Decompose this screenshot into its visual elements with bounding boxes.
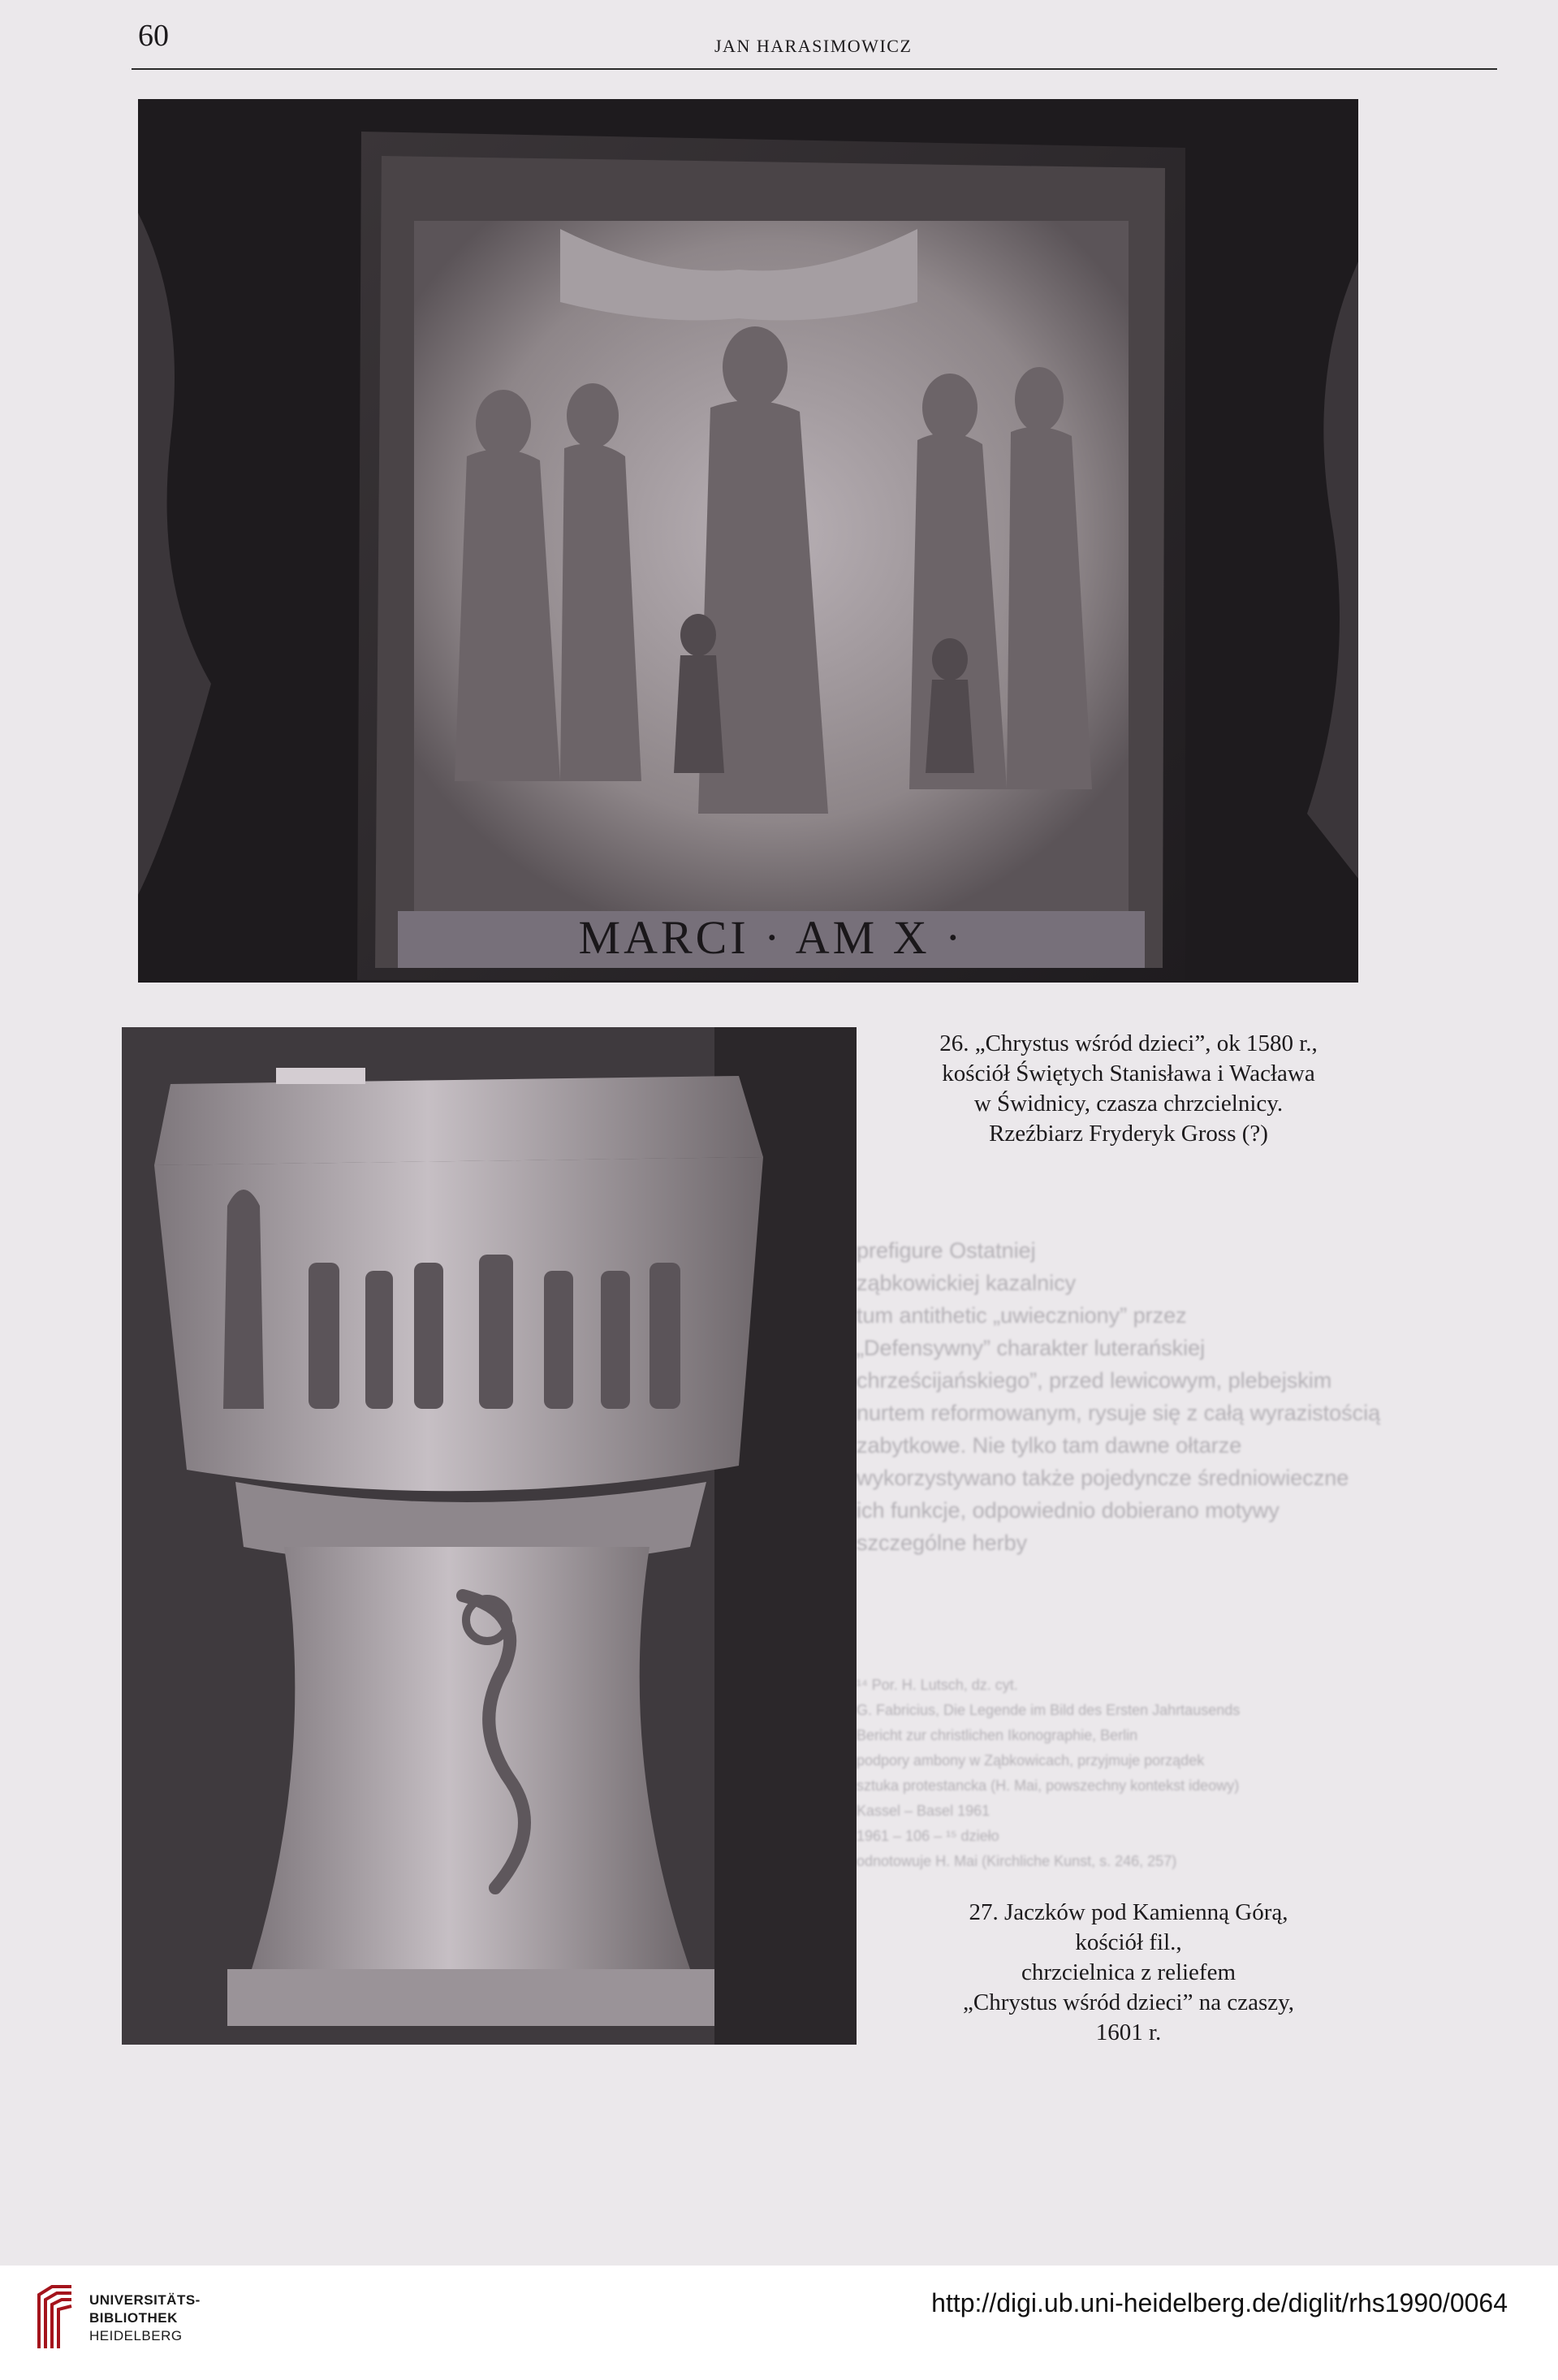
caption-line: Rzeźbiarz Fryderyk Gross (?) bbox=[989, 1121, 1268, 1147]
bleed-line: odnotowuje H. Mai (Kirchliche Kunst, s. 246, 257) bbox=[857, 1853, 1177, 1869]
bleed-line: prefigure Ostatniej bbox=[857, 1238, 1036, 1263]
baptismal-font-illustration bbox=[122, 1027, 857, 2045]
bleed-line: G. Fabricius, Die Legende im Bild des Ersten Jahrtausends bbox=[857, 1702, 1241, 1718]
bleed-line: nurtem reformowanym, rysuje się z całą wyrazistością bbox=[857, 1401, 1381, 1425]
caption-line: w Świdnicy, czasza chrzcielnicy. bbox=[973, 1091, 1284, 1117]
library-name-line: BIBLIOTHEK bbox=[89, 2310, 178, 2326]
bleed-line: szczególne herby bbox=[857, 1531, 1028, 1555]
caption-line: kościół fil., bbox=[1075, 1929, 1182, 1955]
library-name-line: UNIVERSITÄTS- bbox=[89, 2292, 201, 2308]
bleed-line: sztuka protestancka (H. Mai, powszechny kontekst ideowy) bbox=[857, 1777, 1240, 1794]
caption-line: 1601 r. bbox=[1095, 2019, 1162, 2045]
caption-line: kościół Świętych Stanisława i Wacława bbox=[942, 1060, 1315, 1086]
source-url-link[interactable]: http://digi.ub.uni-heidelberg.de/diglit/rhs1990/0064 bbox=[931, 2288, 1508, 2317]
bleed-line: „Defensywny” charakter luterańskiej bbox=[857, 1336, 1206, 1360]
bleed-line: Bericht zur christlichen Ikonographie, Berlin bbox=[857, 1727, 1138, 1743]
library-logo-icon bbox=[34, 2283, 76, 2353]
running-head: JAN HARASIMOWICZ bbox=[714, 36, 913, 56]
bleed-line: zabytkowe. Nie tylko tam dawne ołtarze bbox=[857, 1433, 1242, 1458]
caption-figure-26 bbox=[893, 1029, 1364, 1149]
library-name-line: HEIDELBERG bbox=[89, 2328, 183, 2343]
caption-line: chrzcielnica z reliefem bbox=[1021, 1959, 1236, 1985]
bleed-line: podpory ambony w Ząbkowicach, przyjmuje porządek bbox=[857, 1752, 1205, 1769]
caption-figure-27 bbox=[934, 1898, 1323, 2048]
bleed-line: ¹⁴ Por. H. Lutsch, dz. cyt. bbox=[857, 1677, 1018, 1693]
relief-inscription: MARCI · AM X · bbox=[578, 911, 965, 964]
relief-photo-illustration bbox=[138, 99, 1358, 983]
bleed-line: tum antithetic „uwieczniony” przez bbox=[857, 1303, 1187, 1328]
bleed-line: ząbkowickiej kazalnicy bbox=[857, 1271, 1077, 1295]
caption-line: „Chrystus wśród dzieci” na czaszy, bbox=[963, 1989, 1294, 2015]
caption-line: 27. Jaczków pod Kamienną Górą, bbox=[969, 1899, 1288, 1925]
bleed-line: chrześcijańskiego”, przed lewicowym, plebejskim bbox=[857, 1368, 1332, 1393]
bleed-through-text-upper bbox=[857, 1234, 1380, 1559]
bleed-line: wykorzystywano także pojedyncze średniowieczne bbox=[857, 1466, 1349, 1490]
bleed-through-text-lower bbox=[857, 1673, 1240, 1874]
bleed-line: Kassel – Basel 1961 bbox=[857, 1803, 990, 1819]
bleed-line: 1961 – 106 – ¹⁵ dzieło bbox=[857, 1828, 999, 1844]
plate-26-relief-photo bbox=[138, 99, 1358, 983]
plate-27-font-photo bbox=[122, 1027, 857, 2045]
caption-line: 26. „Chrystus wśród dzieci”, ok 1580 r., bbox=[939, 1030, 1318, 1056]
page-number: 60 bbox=[138, 19, 169, 53]
library-name bbox=[89, 2291, 201, 2345]
header-rule bbox=[132, 68, 1497, 70]
footer-band bbox=[0, 2266, 1558, 2380]
bleed-line: ich funkcje, odpowiednio dobierano motywy bbox=[857, 1498, 1280, 1523]
